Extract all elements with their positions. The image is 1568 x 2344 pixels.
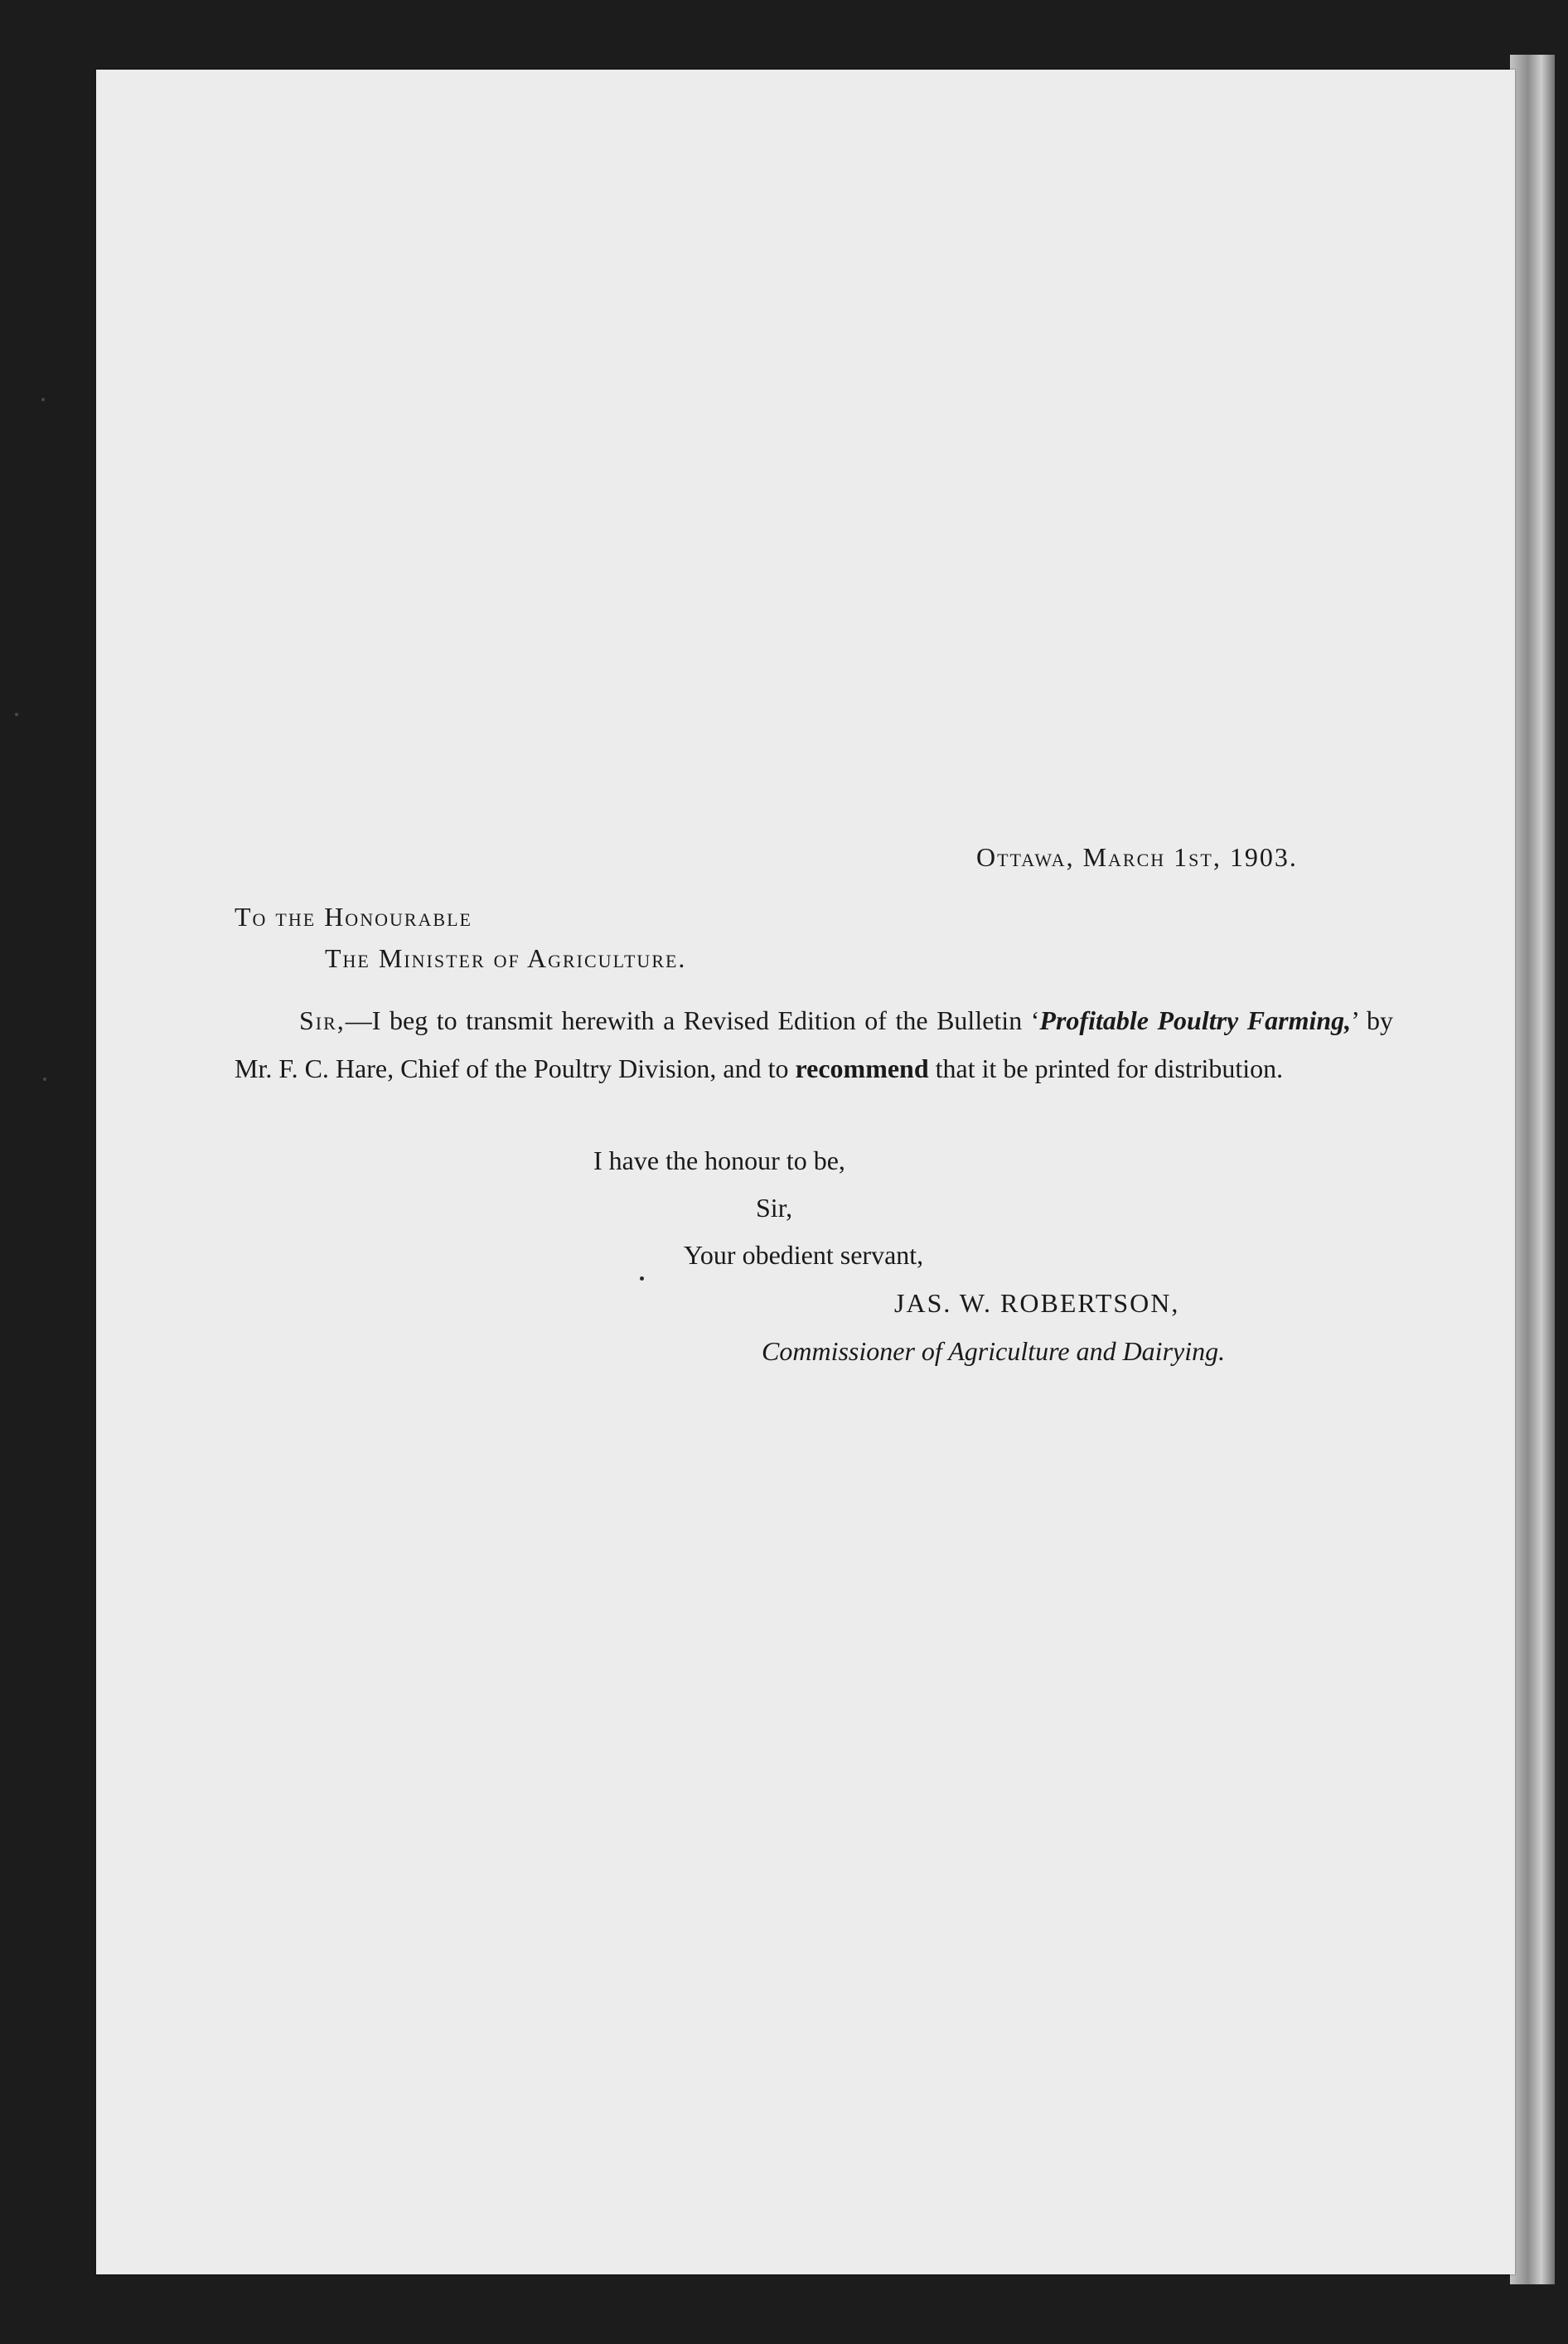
addressee-line-2: The Minister of Agriculture. <box>325 943 687 973</box>
body-text-part-2: ’ by Mr. F. C. Hare, Chief of the Poultry Division, and to <box>235 1005 1394 1083</box>
salutation: Sir, <box>299 1005 346 1035</box>
scan-speck <box>41 398 45 401</box>
ink-speck <box>640 1276 644 1281</box>
addressee-line-1: To the Honourable <box>235 902 472 932</box>
closing-line-3: Your obedient servant, <box>684 1240 924 1270</box>
book-spine-edge <box>1510 55 1555 2284</box>
signature-name: JAS. W. ROBERTSON, <box>894 1288 1180 1318</box>
closing-line-2: Sir, <box>756 1193 793 1223</box>
document-page <box>96 70 1515 2274</box>
letter-body <box>235 996 1393 1092</box>
dateline: Ottawa, March 1st, 1903. <box>976 842 1298 872</box>
body-text-part-4: that it be printed for distribution. <box>928 1053 1284 1083</box>
body-text-part-3: recommend <box>795 1053 929 1083</box>
signature-title: Commissioner of Agriculture and Dairying. <box>762 1336 1226 1366</box>
scan-speck <box>15 713 18 716</box>
body-text-part-1: —I beg to transmit herewith a Revised Edition of the Bulletin ‘ <box>345 1005 1040 1035</box>
bulletin-title: Profitable Poultry Farming, <box>1039 1005 1352 1035</box>
scan-speck <box>43 1078 46 1081</box>
letter-of-transmittal <box>96 70 1515 2274</box>
closing-line-1: I have the honour to be, <box>593 1145 845 1175</box>
